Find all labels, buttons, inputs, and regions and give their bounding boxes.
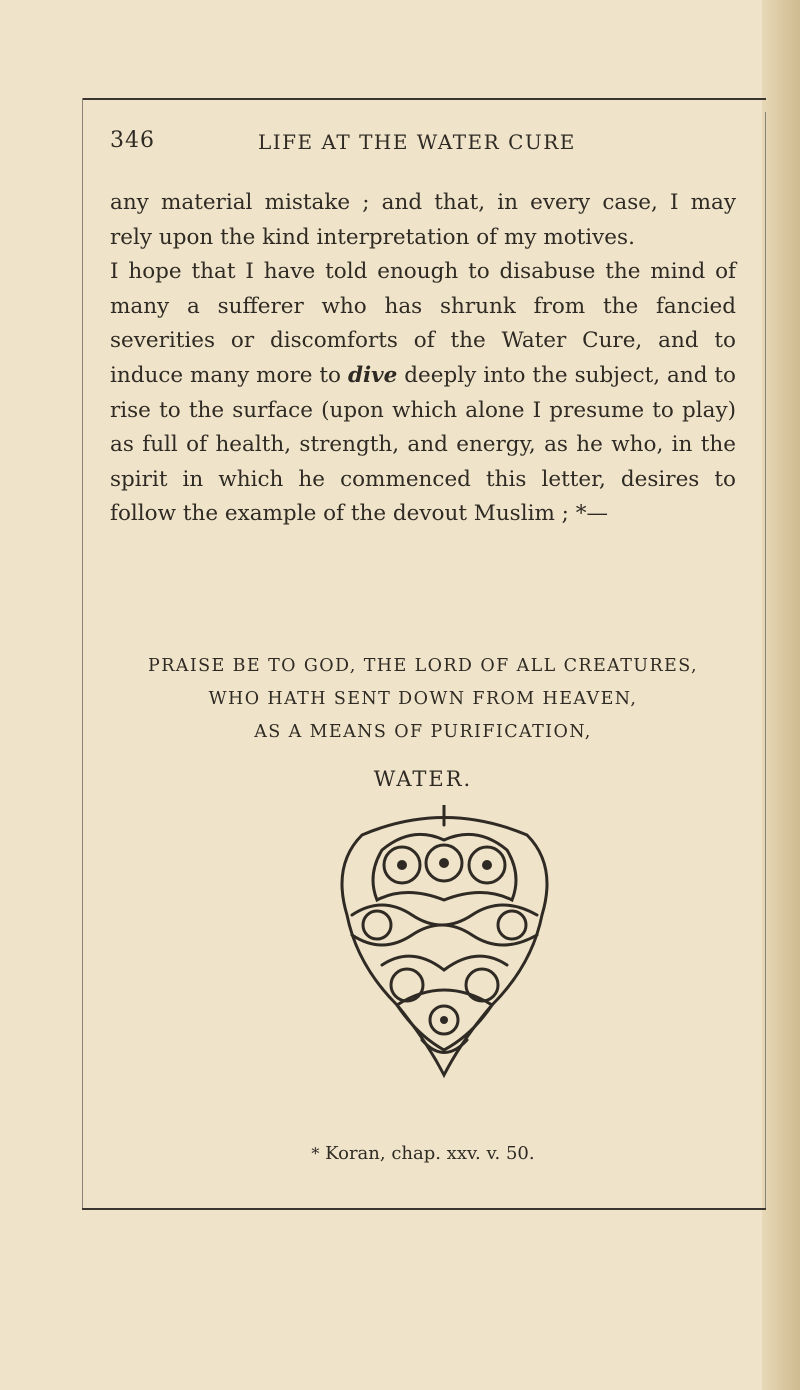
footnote-text: Koran, chap. xxv. v. 50.	[325, 1143, 535, 1164]
inscription-title: WATER.	[373, 767, 473, 791]
paragraph-text: I hope that I have told enough to disabuse the mind of many a sufferer who has shrunk from the fancied severities or discomforts of the Water Cure, and to induce many more to	[110, 259, 736, 388]
bottom-rule	[82, 1208, 766, 1210]
footnote-marker: *	[311, 1144, 320, 1163]
emphasis: dive	[347, 362, 398, 388]
knotwork-ornament-icon	[322, 805, 567, 1085]
body-text	[110, 186, 736, 532]
inscription-line: AS A MEANS OF PURIFICATION,	[254, 722, 592, 742]
top-rule	[82, 98, 766, 100]
inscription	[110, 650, 736, 796]
body-line: any material mistake ; and that, in every case, I may	[110, 190, 736, 215]
body-line: rely upon the kind interpretation of my motives.	[110, 224, 635, 250]
paragraph-text: deeply into the subject, and to rise to the surface (upon which alone I presume to play) as full of health, strength, and energy, as he who, in the spirit in which he commenced this letter, desires to follow the example of the devout Muslim ; *—	[110, 362, 736, 527]
inscription-line: WHO HATH SENT DOWN FROM HEAVEN,	[208, 689, 638, 709]
page-header	[110, 128, 730, 162]
left-rule	[82, 98, 83, 1210]
right-rule	[765, 112, 766, 1210]
footnote	[110, 1143, 736, 1164]
paragraph	[110, 255, 736, 532]
inscription-line: PRAISE BE TO GOD, THE LORD OF ALL CREATURES,	[148, 656, 698, 676]
page-number: 346	[110, 128, 155, 153]
running-head: LIFE AT THE WATER CURE	[258, 130, 576, 154]
page-edge	[762, 0, 800, 1390]
